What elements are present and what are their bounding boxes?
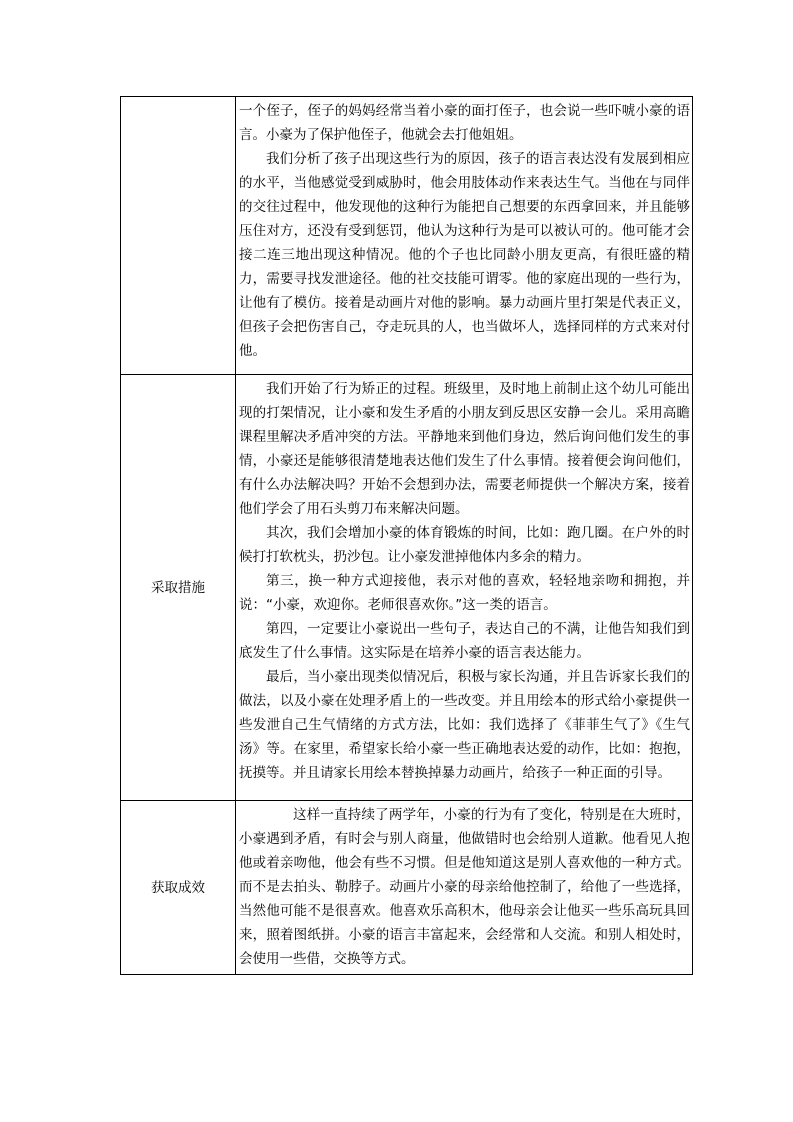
table-row xyxy=(121,375,693,801)
paragraph: 其次，我们会增加小豪的体育锻炼的时间，比如：跑几圈。在户外的时候打打软枕头，扔沙包。让小豪发泄掉他体内多余的精力。 xyxy=(239,525,690,565)
row-label: 采取措施 xyxy=(121,375,236,801)
paragraph: 一个侄子，侄子的妈妈经常当着小豪的面打侄子，也会说一些吓唬小豪的语言。小豪为了保护他侄子，他就会去打他姐姐。 xyxy=(239,103,690,143)
row-content xyxy=(236,801,693,975)
paragraph: 第四，一定要让小豪说出一些句子，表达自己的不满，让他告知我们到底发生了什么事情。这实际是在培养小豪的语言表达能力。 xyxy=(239,621,690,661)
row-content xyxy=(236,97,693,375)
table-row xyxy=(121,97,693,375)
paragraph: 第三，换一种方式迎接他，表示对他的喜欢，轻轻地亲吻和拥抱，并说：“小豪，欢迎你。老师很喜欢你。”这一类的语言。 xyxy=(239,573,690,613)
paragraph: 这样一直持续了两学年，小豪的行为有了变化，特别是在大班时，小豪遇到矛盾，有时会与别人商量，他做错时也会给别人道歉。他看见人抱他或着亲吻他，他会有些不习惯。但是他知道这是别人喜欢他的一种方式。而不是去拍头、勒脖子。动画片小豪的母亲给他控制了，给他了一些选择，当然他可能不是很喜欢。他喜欢乐高积木，他母亲会让他买一些乐高玩具回来，照着图纸拼。小豪的语言丰富起来，会经常和人交流。和别人相处时，会使用一些借，交换等方式。 xyxy=(239,807,690,967)
document-table xyxy=(120,96,693,975)
paragraph: 最后，当小豪出现类似情况后，积极与家长沟通，并且告诉家长我们的做法，以及小豪在处理矛盾上的一些改变。并且用绘本的形式给小豪提供一些发泄自己生气情绪的方式方法，比如：我们选择了《菲菲生气了》《生气汤》等。在家里，希望家长给小豪一些正确地表达爱的动作，比如：抱抱，抚摸等。并且请家长用绘本替换掉暴力动画片，给孩子一种正面的引导。 xyxy=(239,669,690,781)
row-content xyxy=(236,375,693,801)
row-label xyxy=(121,97,236,375)
paragraph: 我们分析了孩子出现这些行为的原因，孩子的语言表达没有发展到相应的水平，当他感觉受到威胁时，他会用肢体动作来表达生气。当他在与同伴的交往过程中，他发现他的这种行为能把自己想要的东西拿回来，并且能够压住对方，还没有受到惩罚，他认为这种行为是可以被认可的。他可能才会接二连三地出现这种情况。他的个子也比同龄小朋友更高，有很旺盛的精力，需要寻找发泄途径。他的社交技能可谓零。他的家庭出现的一些行为，让他有了模仿。接着是动画片对他的影响。暴力动画片里打架是代表正义，但孩子会把伤害自己，夺走玩具的人，也当做坏人，选择同样的方式来对付他。 xyxy=(239,151,690,359)
table-row xyxy=(121,801,693,975)
paragraph: 我们开始了行为矫正的过程。班级里，及时地上前制止这个幼儿可能出现的打架情况，让小豪和发生矛盾的小朋友到反思区安静一会儿。采用高瞻课程里解决矛盾冲突的方法。平静地来到他们身边，然后询问他们发生的事情，小豪还是能够很清楚地表达他们发生了什么事情。接着便会询问他们，有什么办法解决吗？开始不会想到办法，需要老师提供一个解决方案，接着他们学会了用石头剪刀布来解决问题。 xyxy=(239,381,690,517)
row-label: 获取成效 xyxy=(121,801,236,975)
